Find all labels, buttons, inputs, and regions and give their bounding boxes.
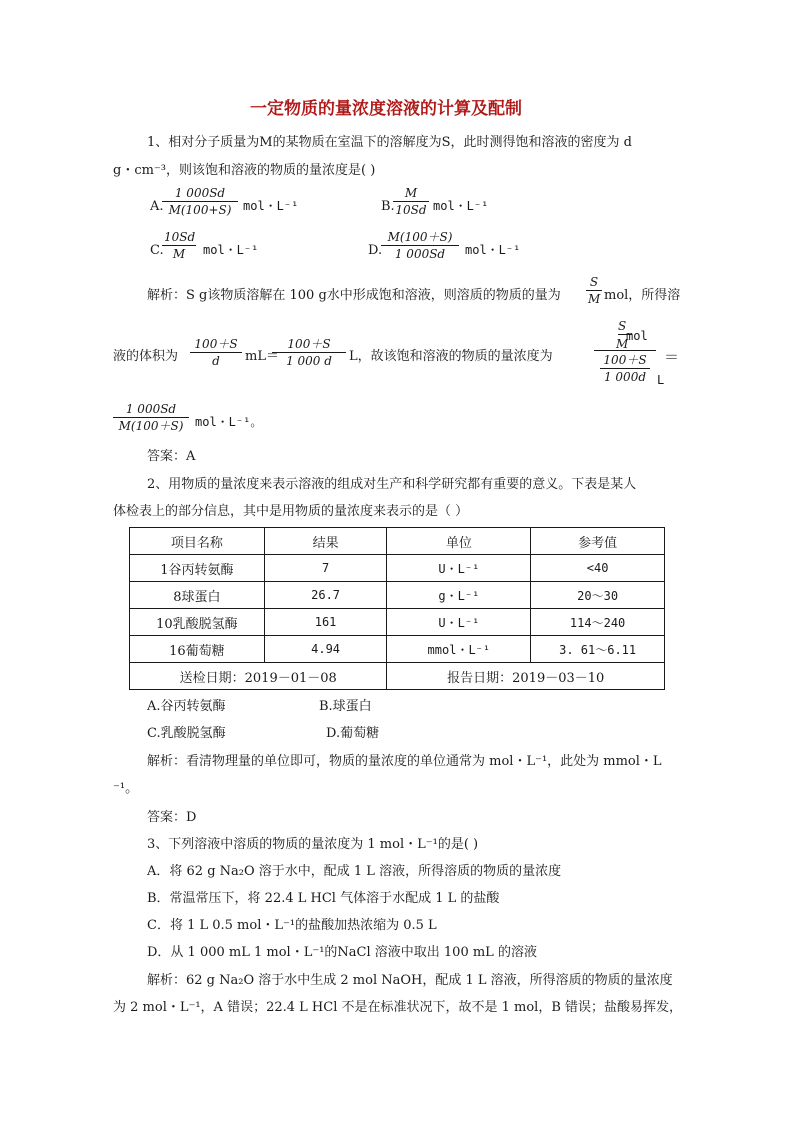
q1-option-d-label: D.: [368, 243, 383, 258]
q1-option-a-denominator: M(100+S): [168, 203, 232, 217]
q1-option-c-denominator: M: [172, 247, 186, 261]
frac-m: M: [588, 292, 601, 306]
table-cell: 1谷丙转氨酶: [130, 555, 265, 582]
q1-stem-line1: 1、相对分子质量为M的某物质在室温下的溶解度为S，此时测得饱和溶液的密度为 d: [147, 135, 632, 150]
q2-answer: 答案：D: [147, 810, 197, 825]
table-footer-right: 报告日期：2019－03－10: [387, 663, 665, 690]
table-cell: 114〜240: [531, 609, 665, 636]
q1-result-fraction: [113, 403, 189, 432]
q1-volume-fraction: [190, 338, 242, 367]
table-cell: 4.94: [264, 636, 387, 663]
q1-answer: 答案：A: [147, 449, 196, 464]
equals-sign: ＝: [664, 348, 680, 366]
q1-result-denominator: M(100＋S): [118, 419, 184, 433]
q1-concentration-compound-fraction: [594, 320, 656, 383]
q2-stem-line1: 2、用物质的量浓度来表示溶液的组成对生产和科学研究都有重要的意义。下表是某人: [147, 477, 637, 492]
q3-option-a: A．将 62 g Na₂O 溶于水中，配成 1 L 溶液，所得溶质的物质的量浓度: [147, 864, 562, 879]
compound-m: M: [616, 337, 629, 351]
q3-option-d: D．从 1 000 mL 1 mol・L⁻¹的NaCl 溶液中取出 100 mL 的溶液: [147, 945, 537, 960]
q1-analysis-line2-a: 液的体积为: [113, 349, 179, 364]
report-table: [129, 527, 665, 690]
q3-option-b: B．常温常压下，将 22.4 L HCl 气体溶于水配成 1 L 的盐酸: [147, 891, 500, 906]
q1-option-d-fraction: [381, 231, 459, 260]
table-header: 单位: [387, 528, 531, 555]
table-footer-left: 送检日期：2019－01－08: [130, 663, 387, 690]
q1-option-d-unit: mol・L⁻¹: [465, 243, 521, 257]
q1-option-b-label: B.: [381, 199, 395, 214]
frac-vol2-num: 100＋S: [287, 337, 331, 351]
table-cell: 8球蛋白: [130, 582, 265, 609]
q1-option-c-label: C.: [150, 243, 164, 258]
table-cell: 161: [264, 609, 387, 636]
table-cell: 3. 61〜6.11: [531, 636, 665, 663]
table-cell: U・L⁻¹: [387, 555, 531, 582]
table-row: [130, 636, 665, 663]
table-cell: 26.7: [264, 582, 387, 609]
q1-option-b-unit: mol・L⁻¹: [433, 199, 489, 213]
compound-den-top: 100＋S: [603, 353, 647, 367]
table-header: 结果: [264, 528, 387, 555]
q1-option-a-unit: mol・L⁻¹: [243, 199, 299, 213]
q2-stem-line2: 体检表上的部分信息，其中是用物质的量浓度来表示的是（ ）: [113, 504, 469, 519]
table-header: 项目名称: [130, 528, 265, 555]
page-title: 一定物质的量浓度溶液的计算及配制: [250, 99, 522, 119]
table-cell: mmol・L⁻¹: [387, 636, 531, 663]
q1-option-b-numerator: M: [404, 186, 418, 200]
unit-l: L: [657, 373, 665, 387]
q1-option-d-numerator: M(100＋S): [387, 230, 453, 244]
table-row: [130, 609, 665, 636]
table-footer-row: [130, 663, 665, 690]
q1-option-c-fraction: [162, 231, 196, 260]
q1-option-a-label: A.: [150, 199, 164, 214]
table-cell: 10乳酸脱氢酶: [130, 609, 265, 636]
q1-result-numerator: 1 000Sd: [125, 402, 177, 416]
table-cell: 20〜30: [531, 582, 665, 609]
q2-analysis-line2: ⁻¹。: [113, 781, 139, 796]
table-cell: g・L⁻¹: [387, 582, 531, 609]
q2-option-a: A.谷丙转氨酶: [147, 699, 226, 714]
frac-s: S: [589, 275, 599, 289]
q1-option-b-denominator: 10Sd: [395, 203, 427, 217]
compound-s: S: [618, 319, 627, 333]
table-cell: U・L⁻¹: [387, 609, 531, 636]
compound-mol: mol: [626, 329, 648, 343]
table-cell: 16葡萄糖: [130, 636, 265, 663]
q1-option-c-unit: mol・L⁻¹: [203, 243, 259, 257]
q1-stem-line2: g・cm⁻³，则该饱和溶液的物质的量浓度是( ): [113, 163, 376, 178]
table-header: 参考值: [531, 528, 665, 555]
q1-option-b-fraction: [393, 187, 429, 216]
q1-analysis-line2-b: mL＝: [245, 349, 279, 364]
table-header-row: [130, 528, 665, 555]
q1-option-a-fraction: [162, 187, 238, 216]
frac-vol-den: d: [212, 354, 220, 368]
q2-option-c: C.乳酸脱氢酶: [147, 726, 226, 741]
table-row: [130, 582, 665, 609]
q2-analysis-line1: 解析：看清物理量的单位即可，物质的量浓度的单位通常为 mol・L⁻¹，此处为 mmol・L: [147, 754, 662, 769]
frac-vol2-den: 1 000 d: [286, 354, 332, 368]
compound-den-bottom: 1 000d: [603, 370, 647, 384]
compound-numerator: [594, 320, 656, 350]
q1-analysis-line1-tail: mol，所得溶: [604, 288, 681, 303]
q1-option-c-numerator: 10Sd: [164, 230, 196, 244]
q1-result-unit: mol・L⁻¹。: [195, 415, 263, 429]
q1-option-d-denominator: 1 000Sd: [394, 247, 446, 261]
q2-option-b: B.球蛋白: [319, 699, 372, 714]
q3-stem: 3、下列溶液中溶质的物质的量浓度为 1 mol・L⁻¹的是( ): [147, 837, 479, 852]
q1-analysis-fraction-s-m: [586, 276, 602, 305]
frac-vol-num: 100＋S: [194, 337, 238, 351]
table-row: [130, 555, 665, 582]
q1-option-a-numerator: 1 000Sd: [174, 186, 226, 200]
q2-option-d: D.葡萄糖: [326, 726, 380, 741]
table-cell: 7: [264, 555, 387, 582]
table-cell: <40: [531, 555, 665, 582]
q1-analysis-line1: 解析：S g该物质溶解在 100 g水中形成饱和溶液，则溶质的物质的量为: [147, 288, 561, 303]
q1-volume-fraction-2: [272, 338, 346, 367]
q1-analysis-line2-c: L，故该饱和溶液的物质的量浓度为: [349, 349, 553, 364]
q3-analysis-line1: 解析：62 g Na₂O 溶于水中生成 2 mol NaOH，配成 1 L 溶液，所得溶质的物质的量浓度: [147, 973, 673, 988]
q3-analysis-line2: 为 2 mol・L⁻¹，A 错误；22.4 L HCl 不是在标准状况下，故不是 1 mol，B 错误；盐酸易挥发，: [113, 1000, 683, 1015]
q3-option-c: C．将 1 L 0.5 mol・L⁻¹的盐酸加热浓缩为 0.5 L: [147, 918, 437, 933]
